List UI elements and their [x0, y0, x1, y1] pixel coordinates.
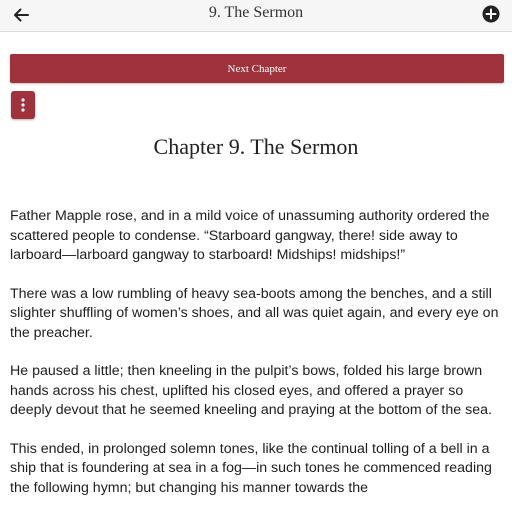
add-button[interactable] — [482, 5, 500, 23]
next-chapter-button[interactable]: Next Chapter — [10, 54, 504, 83]
chapter-menu-button[interactable] — [11, 91, 35, 119]
paragraph: This ended, in prolonged solemn tones, like the continual tolling of a bell in a ship that is foundering at sea in a fog—in such tones he commenced reading the following hymn; but changing his manner towards the — [10, 440, 492, 496]
chapter-heading: Chapter 9. The Sermon — [153, 134, 359, 159]
paragraph: There was a low rumbling of heavy sea-boots among the benches, and a still slighter shuffling of women’s shoes, and all was quiet again, and every eye on the preacher. — [10, 285, 499, 341]
more-vertical-icon — [20, 98, 26, 112]
plus-circle-icon — [482, 5, 500, 23]
top-app-bar — [0, 0, 512, 32]
page-title: 9. The Sermon — [208, 4, 304, 21]
paragraph: Father Mapple rose, and in a mild voice of unassuming authority ordered the scattered people to condense. “Starboard gangway, there! side away to larboard—larboard gangway to starboard! Midships! midships!” — [10, 208, 490, 263]
chapter-text — [10, 207, 504, 517]
paragraph: He paused a little; then kneeling in the pulpit’s bows, folded his large brown hands across his chest, uplifted his closed eyes, and offered a prayer so deeply devout that he seemed kneeling and praying at the bottom of the sea. — [10, 363, 492, 418]
